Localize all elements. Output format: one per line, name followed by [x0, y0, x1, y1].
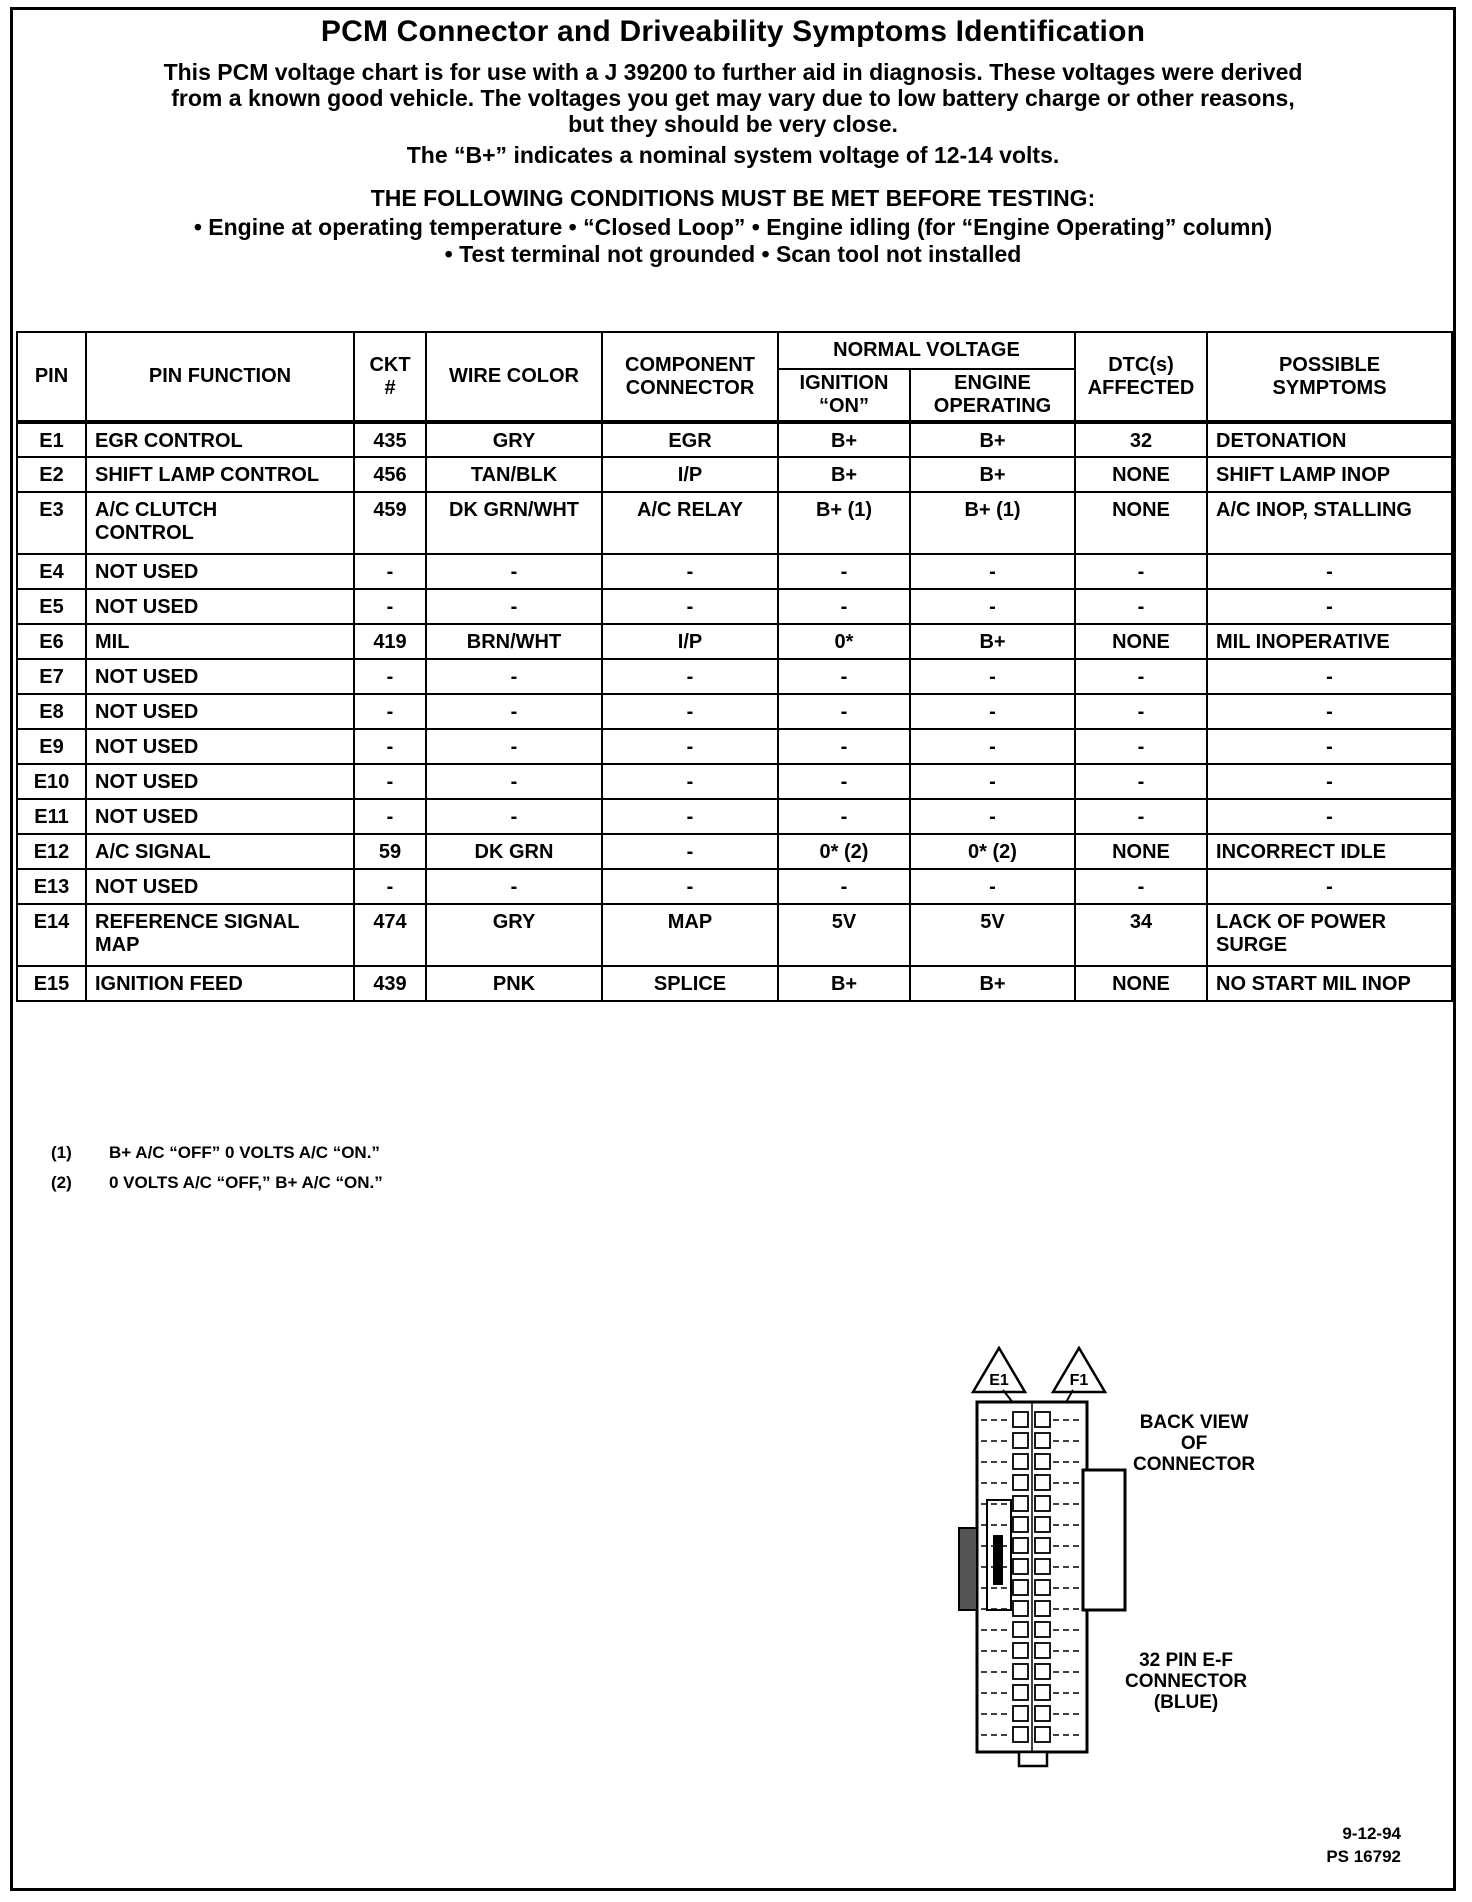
ignition-cell: - [778, 764, 910, 799]
function-cell: EGR CONTROL [86, 422, 354, 457]
connector-type-line: CONNECTOR [1125, 1671, 1248, 1692]
intro-line: but they should be very close. [568, 111, 898, 137]
symptom-cell: - [1207, 589, 1452, 624]
function-cell: NOT USED [86, 799, 354, 834]
symptom-cell: A/C INOP, STALLING [1207, 492, 1452, 554]
col-header-wire: WIRE COLOR [426, 332, 602, 422]
ckt-line2: # [384, 376, 396, 399]
ignition-cell: - [778, 869, 910, 904]
engine-cell: B+ [910, 422, 1075, 457]
component-cell: - [602, 694, 778, 729]
intro-line: from a known good vehicle. The voltages you get may vary due to low battery charge or other reasons, [171, 85, 1295, 111]
ignition-cell: 0* [778, 624, 910, 659]
dtc-cell: 34 [1075, 904, 1207, 966]
footnote-number: (1) [51, 1143, 72, 1162]
f1-marker-label: F1 [1069, 1372, 1089, 1389]
function-cell: NOT USED [86, 554, 354, 589]
back-view-line: CONNECTOR [1133, 1454, 1256, 1475]
ignition-cell: - [778, 799, 910, 834]
pin-cell: E13 [17, 869, 86, 904]
dtc-line2: AFFECTED [1087, 376, 1195, 399]
component-cell: MAP [602, 904, 778, 966]
symptom-cell: MIL INOPERATIVE [1207, 624, 1452, 659]
footnote-text: 0 VOLTS A/C “OFF,” B+ A/C “ON.” [109, 1173, 383, 1192]
footnote [51, 1138, 383, 1168]
pin-cavity [1035, 1601, 1050, 1616]
pin-cell: E1 [17, 422, 86, 457]
pin-cavity [1035, 1412, 1050, 1427]
function-cell: IGNITION FEED [86, 966, 354, 1001]
function-cell: NOT USED [86, 729, 354, 764]
pin-cell: E12 [17, 834, 86, 869]
pin-cavity [1035, 1706, 1050, 1721]
engine-cell: - [910, 799, 1075, 834]
pin-cavity [1035, 1475, 1050, 1490]
pin-cavity [1013, 1496, 1028, 1511]
engine-cell: 5V [910, 904, 1075, 966]
symptom-line: LACK OF POWER [1216, 911, 1387, 933]
pin-cavity [1013, 1664, 1028, 1679]
sym-line2: SYMPTOMS [1272, 376, 1387, 399]
table-row [17, 457, 1452, 492]
dtc-cell: - [1075, 869, 1207, 904]
function-cell: MIL [86, 624, 354, 659]
pin-cell: E11 [17, 799, 86, 834]
symptom-cell: - [1207, 764, 1452, 799]
ckt-cell: - [354, 764, 426, 799]
document-footer [1326, 1822, 1401, 1868]
table-row [17, 904, 1452, 966]
ckt-cell: 439 [354, 966, 426, 1001]
symptom-cell: - [1207, 869, 1452, 904]
e1-marker-label: E1 [989, 1372, 1009, 1389]
ignition-cell: 0* (2) [778, 834, 910, 869]
component-cell: - [602, 799, 778, 834]
pin-cavity [1035, 1433, 1050, 1448]
ignition-cell: 5V [778, 904, 910, 966]
ckt-cell: - [354, 659, 426, 694]
wire-cell: PNK [426, 966, 602, 1001]
conditions-line: • Test terminal not grounded • Scan tool not installed [444, 241, 1022, 267]
symptom-cell: INCORRECT IDLE [1207, 834, 1452, 869]
conditions-line: • Engine at operating temperature • “Closed Loop” • Engine idling (for “Engine Operating” column) [193, 214, 1273, 240]
wire-cell: - [426, 799, 602, 834]
wire-cell: TAN/BLK [426, 457, 602, 492]
ignition-cell: B+ (1) [778, 492, 910, 554]
intro-text [33, 59, 1433, 137]
pin-cavity [1035, 1496, 1050, 1511]
function-cell: NOT USED [86, 659, 354, 694]
ign-line1: IGNITION [799, 372, 889, 394]
back-view-line: OF [1180, 1433, 1208, 1454]
pin-cell: E10 [17, 764, 86, 799]
footer-date: 9-12-94 [1342, 1824, 1401, 1843]
col-header-normal-voltage: NORMAL VOLTAGE [778, 332, 1075, 369]
col-header-symptoms [1207, 332, 1452, 422]
symptom-cell: - [1207, 694, 1452, 729]
dtc-line1: DTC(s) [1108, 353, 1174, 376]
connector-type-line: 32 PIN E-F [1139, 1650, 1234, 1671]
pin-cell: E14 [17, 904, 86, 966]
engine-cell: B+ (1) [910, 492, 1075, 554]
component-cell: - [602, 764, 778, 799]
footnote-text: B+ A/C “OFF” 0 VOLTS A/C “ON.” [109, 1143, 380, 1162]
pin-cavity [1035, 1727, 1050, 1742]
pin-cavity [1035, 1538, 1050, 1553]
table-row [17, 492, 1452, 554]
dtc-cell: NONE [1075, 834, 1207, 869]
pin-cavity [1013, 1601, 1028, 1616]
dtc-cell: - [1075, 554, 1207, 589]
dtc-cell: - [1075, 589, 1207, 624]
pin-cavity [1013, 1433, 1028, 1448]
pin-cell: E15 [17, 966, 86, 1001]
component-cell: EGR [602, 422, 778, 457]
table-row [17, 764, 1452, 799]
ignition-cell: B+ [778, 422, 910, 457]
table-row [17, 554, 1452, 589]
ignition-cell: - [778, 694, 910, 729]
table-row [17, 659, 1452, 694]
table-row [17, 624, 1452, 659]
table-row [17, 589, 1452, 624]
dtc-cell: - [1075, 694, 1207, 729]
ign-line2: “ON” [819, 395, 869, 417]
col-header-engine-operating [910, 369, 1075, 422]
symptom-cell: - [1207, 659, 1452, 694]
pin-cavity [1035, 1454, 1050, 1469]
symptom-cell: - [1207, 554, 1452, 589]
pin-cavity [1013, 1727, 1028, 1742]
pin-cell: E3 [17, 492, 86, 554]
function-line: MAP [95, 934, 140, 956]
pin-cavity [1035, 1559, 1050, 1574]
component-cell: - [602, 729, 778, 764]
wire-cell: GRY [426, 422, 602, 457]
pin-cavity [1035, 1643, 1050, 1658]
table-body [17, 422, 1452, 1001]
connector-bottom-tab [1019, 1752, 1047, 1766]
ckt-cell: 459 [354, 492, 426, 554]
ckt-cell: 59 [354, 834, 426, 869]
engine-cell: B+ [910, 624, 1075, 659]
pin-cavity [1013, 1517, 1028, 1532]
wire-cell: - [426, 869, 602, 904]
dtc-cell: - [1075, 799, 1207, 834]
pin-cell: E5 [17, 589, 86, 624]
dtc-cell: NONE [1075, 966, 1207, 1001]
ignition-cell: - [778, 589, 910, 624]
ckt-cell: 474 [354, 904, 426, 966]
connector-side-tab [959, 1528, 977, 1610]
wire-cell: - [426, 694, 602, 729]
function-cell [86, 492, 354, 554]
pin-cavity [1035, 1685, 1050, 1700]
pin-cavity [1013, 1559, 1028, 1574]
footnote-number: (2) [51, 1173, 72, 1192]
col-header-pin: PIN [17, 332, 86, 422]
component-cell: I/P [602, 624, 778, 659]
engine-cell: - [910, 729, 1075, 764]
function-cell: NOT USED [86, 764, 354, 799]
symptom-cell: NO START MIL INOP [1207, 966, 1452, 1001]
wire-cell: - [426, 764, 602, 799]
pin-cavity [1013, 1685, 1028, 1700]
wire-cell: - [426, 554, 602, 589]
col-header-component [602, 332, 778, 422]
pin-cavity [1035, 1664, 1050, 1679]
function-cell [86, 904, 354, 966]
conditions-list [13, 214, 1453, 268]
dtc-cell: NONE [1075, 492, 1207, 554]
bplus-note: The “B+” indicates a nominal system voltage of 12-14 volts. [406, 142, 1060, 168]
header [13, 10, 1453, 268]
pin-cavity [1013, 1706, 1028, 1721]
ckt-cell: - [354, 694, 426, 729]
table-row [17, 834, 1452, 869]
wire-cell: DK GRN [426, 834, 602, 869]
eng-line2: OPERATING [933, 395, 1052, 417]
connector-type-line: (BLUE) [1153, 1692, 1219, 1713]
ignition-cell: B+ [778, 966, 910, 1001]
wire-cell: DK GRN/WHT [426, 492, 602, 554]
function-line: CONTROL [95, 522, 194, 544]
ckt-cell: - [354, 554, 426, 589]
ignition-cell: B+ [778, 457, 910, 492]
engine-cell: - [910, 554, 1075, 589]
intro-line: This PCM voltage chart is for use with a J 39200 to further aid in diagnosis. These voltages were derived [163, 59, 1303, 85]
pin-cell: E6 [17, 624, 86, 659]
ignition-cell: - [778, 659, 910, 694]
engine-cell: - [910, 589, 1075, 624]
ckt-cell: 456 [354, 457, 426, 492]
ignition-cell: - [778, 554, 910, 589]
ckt-line1: CKT [369, 353, 411, 376]
component-cell: - [602, 869, 778, 904]
table-row [17, 799, 1452, 834]
sym-line1: POSSIBLE [1278, 353, 1381, 376]
pin-cavity [1013, 1580, 1028, 1595]
component-cell: - [602, 554, 778, 589]
pin-cavity [1035, 1580, 1050, 1595]
pin-cavity [1013, 1622, 1028, 1637]
document-frame [10, 7, 1456, 1891]
function-cell: NOT USED [86, 694, 354, 729]
wire-cell: GRY [426, 904, 602, 966]
function-line: A/C CLUTCH [95, 499, 218, 521]
col-header-ckt [354, 332, 426, 422]
eng-line1: ENGINE [954, 372, 1031, 394]
symptom-cell: DETONATION [1207, 422, 1452, 457]
symptom-line: SURGE [1216, 934, 1288, 956]
connector-type-label [1125, 1650, 1247, 1713]
function-cell: A/C SIGNAL [86, 834, 354, 869]
function-line: REFERENCE SIGNAL [95, 911, 300, 933]
engine-cell: - [910, 764, 1075, 799]
connector-latch [1083, 1470, 1125, 1610]
table-row [17, 966, 1452, 1001]
symptom-cell: - [1207, 729, 1452, 764]
symptom-cell: - [1207, 799, 1452, 834]
pin-cavity [1035, 1517, 1050, 1532]
page-title: PCM Connector and Driveability Symptoms Identification [320, 15, 1146, 48]
pin-cell: E2 [17, 457, 86, 492]
function-cell: SHIFT LAMP CONTROL [86, 457, 354, 492]
pin-cell: E9 [17, 729, 86, 764]
engine-cell: - [910, 869, 1075, 904]
wire-cell: - [426, 729, 602, 764]
component-cell: I/P [602, 457, 778, 492]
symptom-cell: SHIFT LAMP INOP [1207, 457, 1452, 492]
engine-cell: B+ [910, 966, 1075, 1001]
ignition-cell: - [778, 729, 910, 764]
footer-ps-number: PS 16792 [1326, 1847, 1401, 1866]
back-view-line: BACK VIEW [1139, 1412, 1249, 1433]
dtc-cell: 32 [1075, 422, 1207, 457]
pin-cavity [1013, 1412, 1028, 1427]
col-header-ignition-on [778, 369, 910, 422]
pin-cavity [1035, 1622, 1050, 1637]
col-header-dtc [1075, 332, 1207, 422]
pin-cell: E8 [17, 694, 86, 729]
pin-cavity [1013, 1538, 1028, 1553]
table-row [17, 869, 1452, 904]
ckt-cell: - [354, 869, 426, 904]
col-header-function: PIN FUNCTION [86, 332, 354, 422]
ckt-cell: 419 [354, 624, 426, 659]
dtc-cell: - [1075, 659, 1207, 694]
pin-cell: E4 [17, 554, 86, 589]
wire-cell: BRN/WHT [426, 624, 602, 659]
table-row [17, 422, 1452, 457]
conditions-title: THE FOLLOWING CONDITIONS MUST BE MET BEFORE TESTING: [370, 185, 1096, 211]
engine-cell: - [910, 659, 1075, 694]
connector-diagram [943, 1340, 1283, 1770]
comp-line1: COMPONENT [625, 353, 755, 376]
component-cell: - [602, 589, 778, 624]
component-cell: - [602, 834, 778, 869]
ckt-cell: - [354, 589, 426, 624]
pcm-voltage-table [16, 331, 1453, 1002]
component-cell: A/C RELAY [602, 492, 778, 554]
table-row [17, 729, 1452, 764]
ckt-cell: - [354, 799, 426, 834]
dtc-cell: - [1075, 764, 1207, 799]
dtc-cell: NONE [1075, 624, 1207, 659]
pin-cell: E7 [17, 659, 86, 694]
engine-cell: B+ [910, 457, 1075, 492]
pin-cavity [1013, 1475, 1028, 1490]
engine-cell: - [910, 694, 1075, 729]
connector-lock-slot [993, 1535, 1003, 1585]
pin-cavity [1013, 1454, 1028, 1469]
ckt-cell: - [354, 729, 426, 764]
function-cell: NOT USED [86, 589, 354, 624]
dtc-cell: - [1075, 729, 1207, 764]
back-view-label [1133, 1412, 1255, 1475]
footnote [51, 1168, 383, 1198]
table-row [17, 694, 1452, 729]
function-cell: NOT USED [86, 869, 354, 904]
footnotes [51, 1138, 383, 1198]
component-cell: - [602, 659, 778, 694]
engine-cell: 0* (2) [910, 834, 1075, 869]
comp-line2: CONNECTOR [625, 376, 755, 399]
pin-cavity [1013, 1643, 1028, 1658]
dtc-cell: NONE [1075, 457, 1207, 492]
component-cell: SPLICE [602, 966, 778, 1001]
symptom-cell [1207, 904, 1452, 966]
ckt-cell: 435 [354, 422, 426, 457]
wire-cell: - [426, 659, 602, 694]
wire-cell: - [426, 589, 602, 624]
